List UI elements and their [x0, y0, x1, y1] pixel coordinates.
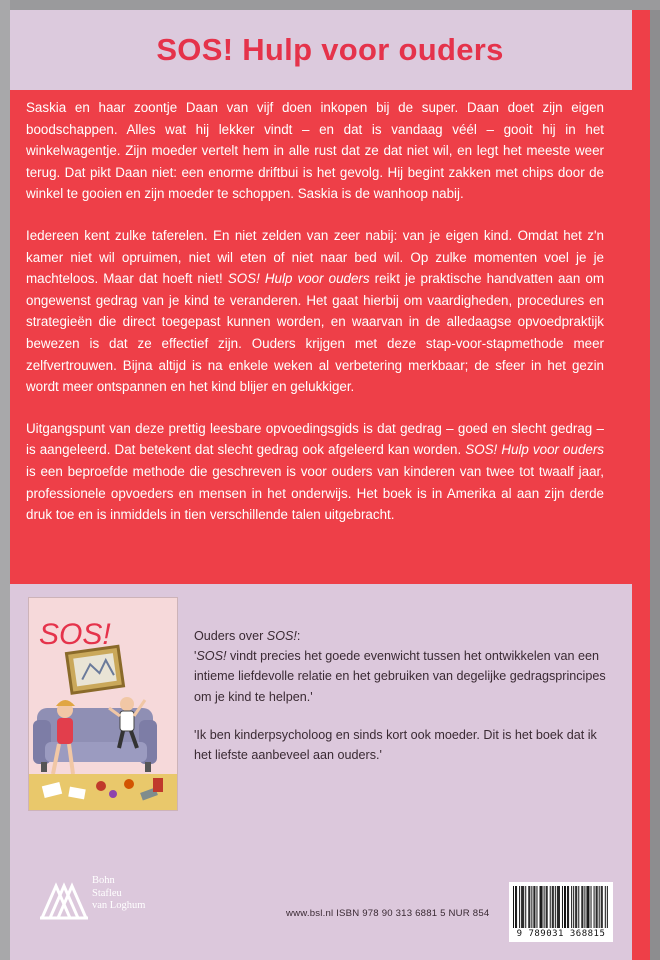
barcode-bar	[567, 886, 568, 928]
barcode-bar	[576, 886, 577, 928]
publisher-logo-icon	[36, 874, 92, 924]
barcode-bar	[596, 886, 597, 928]
barcode-bar	[605, 886, 606, 928]
barcode-bar	[565, 886, 566, 928]
barcode-bar	[513, 886, 514, 928]
barcode-bar	[531, 886, 532, 928]
paragraph-2: Iedereen kent zulke taferelen. En niet zelden van zeer nabij: van je eigen kind. Omdat het z'n kamer niet wil opruimen, niet wil eten of niet naar bed wil. Op zulke momenten voel je je machteloos. Maar dat hoeft niet! SOS! Hulp voor ouders reikt je praktische handvatten aan om ongewenst gedrag van je kind te veranderen. Het gaat hierbij om vaardigheden, procedures en strategieën die direct toegepast kunnen worden, en waarvan in de alledaagse opvoedpraktijk bewezen is dat ze effectief zijn. Ouders krijgen met deze stap-voor-stapmethode meer zelfvertrouwen. Bijna altijd is na enkele weken al verbetering merkbaar; de sfeer in het gezin wordt meer ontspannen en het kind blijer en gelukkiger.	[26, 227, 605, 395]
barcode-bar	[594, 886, 595, 928]
barcode-bar	[521, 886, 522, 928]
barcode-bar	[522, 886, 523, 928]
testimonials-heading: Ouders over SOS!:	[194, 629, 301, 643]
barcode-bar	[571, 886, 572, 928]
barcode-bar	[581, 886, 582, 928]
barcode-bar	[602, 886, 603, 928]
book-spine-edge	[0, 0, 10, 960]
book-title: SOS! Hulp voor ouders	[156, 32, 504, 67]
publisher-name: Bohn Stafleu van Loghum	[92, 875, 146, 911]
barcode-bar	[544, 886, 545, 928]
barcode-bar	[515, 886, 516, 928]
barcode-bar	[564, 886, 565, 928]
barcode-bar	[558, 886, 559, 928]
barcode-bar	[534, 886, 535, 928]
barcode-bar	[552, 886, 553, 928]
barcode-bar	[550, 886, 551, 928]
barcode	[509, 882, 613, 942]
cover-thumbnail	[28, 597, 178, 811]
paragraph-3: Uitgangspunt van deze prettig leesbare opvoedingsgids is dat gedrag – goed en slecht gedrag – is aangeleerd. Dat betekent dat slecht gedrag ook afgeleerd kan worden. SOS! Hulp voor ouders is een beproefde methode die geschreven is voor ouders van kinderen van twee tot twaalf jaar, professionele opvoeders en mensen in het onderwijs. Het boek is in Amerika al aan zijn derde druk toe en is inmiddels in tien verschillende talen uitgebracht.	[26, 420, 604, 523]
barcode-bar	[547, 886, 548, 928]
testimonial-1: 'SOS! vindt precies het goede evenwicht tussen het ontwikkelen van een intieme liefdevolle relatie en het gebruiken van degelijke gedragsprincipes om je kind te helpen.'	[194, 649, 606, 704]
barcode-bar	[562, 886, 563, 928]
testimonial-2: 'Ik ben kinderpsycholoog en sinds kort ook moeder. Dit is het boek dat ik het liefste aanbeveel aan ouders.'	[194, 727, 597, 763]
barcode-bar	[555, 886, 556, 928]
testimonials	[194, 626, 606, 783]
barcode-bar	[573, 886, 574, 928]
barcode-bar	[584, 886, 585, 928]
isbn-line: www.bsl.nl ISBN 978 90 313 6881 5 NUR 854	[286, 908, 490, 919]
barcode-bar	[553, 886, 554, 928]
barcode-bar	[525, 886, 526, 928]
barcode-bar	[591, 886, 592, 928]
barcode-digits: 9 789031 368815	[516, 929, 606, 939]
barcode-bar	[599, 886, 600, 928]
paragraph-1: Saskia en haar zoontje Daan van vijf doen inkopen bij de super. Daan doet zijn eigen boodschappen. Alles wat hij lekker vindt – en dat is vandaag véél – gooit hij in het winkelwagentje. Zijn moeder vertelt hem in alle rust dat ze dat niet wil, en legt het meeste weer terug. Dat pikt Daan niet: een enorme driftbui is het gevolg. Hij begint zakken met chips door de winkel te gooien en zijn moeder te schoppen. Saskia is de wanhoop nabij.	[26, 100, 604, 202]
barcode-bar	[523, 886, 524, 928]
barcode-bar	[578, 886, 579, 928]
barcode-bar	[597, 886, 598, 928]
thumbnail-title: SOS!	[39, 618, 111, 651]
barcode-bar	[559, 886, 560, 928]
barcode-bar	[536, 886, 537, 928]
barcode-bar	[528, 886, 529, 928]
barcode-bar	[601, 886, 602, 928]
barcode-bar	[540, 886, 541, 928]
barcode-bar	[529, 886, 530, 928]
barcode-bar	[588, 886, 589, 928]
right-red-strip	[632, 10, 650, 960]
barcode-bar	[582, 886, 583, 928]
barcode-bar	[516, 886, 517, 928]
barcode-bar	[542, 886, 543, 928]
barcode-bar	[557, 886, 558, 928]
barcode-bar	[568, 886, 569, 928]
barcode-bar	[607, 886, 608, 928]
cover-illustration	[29, 598, 177, 810]
barcode-bar	[519, 886, 520, 928]
barcode-bar	[533, 886, 534, 928]
description-text	[26, 97, 604, 546]
barcode-bar	[541, 886, 542, 928]
barcode-bar	[575, 886, 576, 928]
barcode-bar	[586, 886, 587, 928]
barcode-bar	[587, 886, 588, 928]
book-top-edge	[0, 0, 660, 10]
barcode-bar	[546, 886, 547, 928]
